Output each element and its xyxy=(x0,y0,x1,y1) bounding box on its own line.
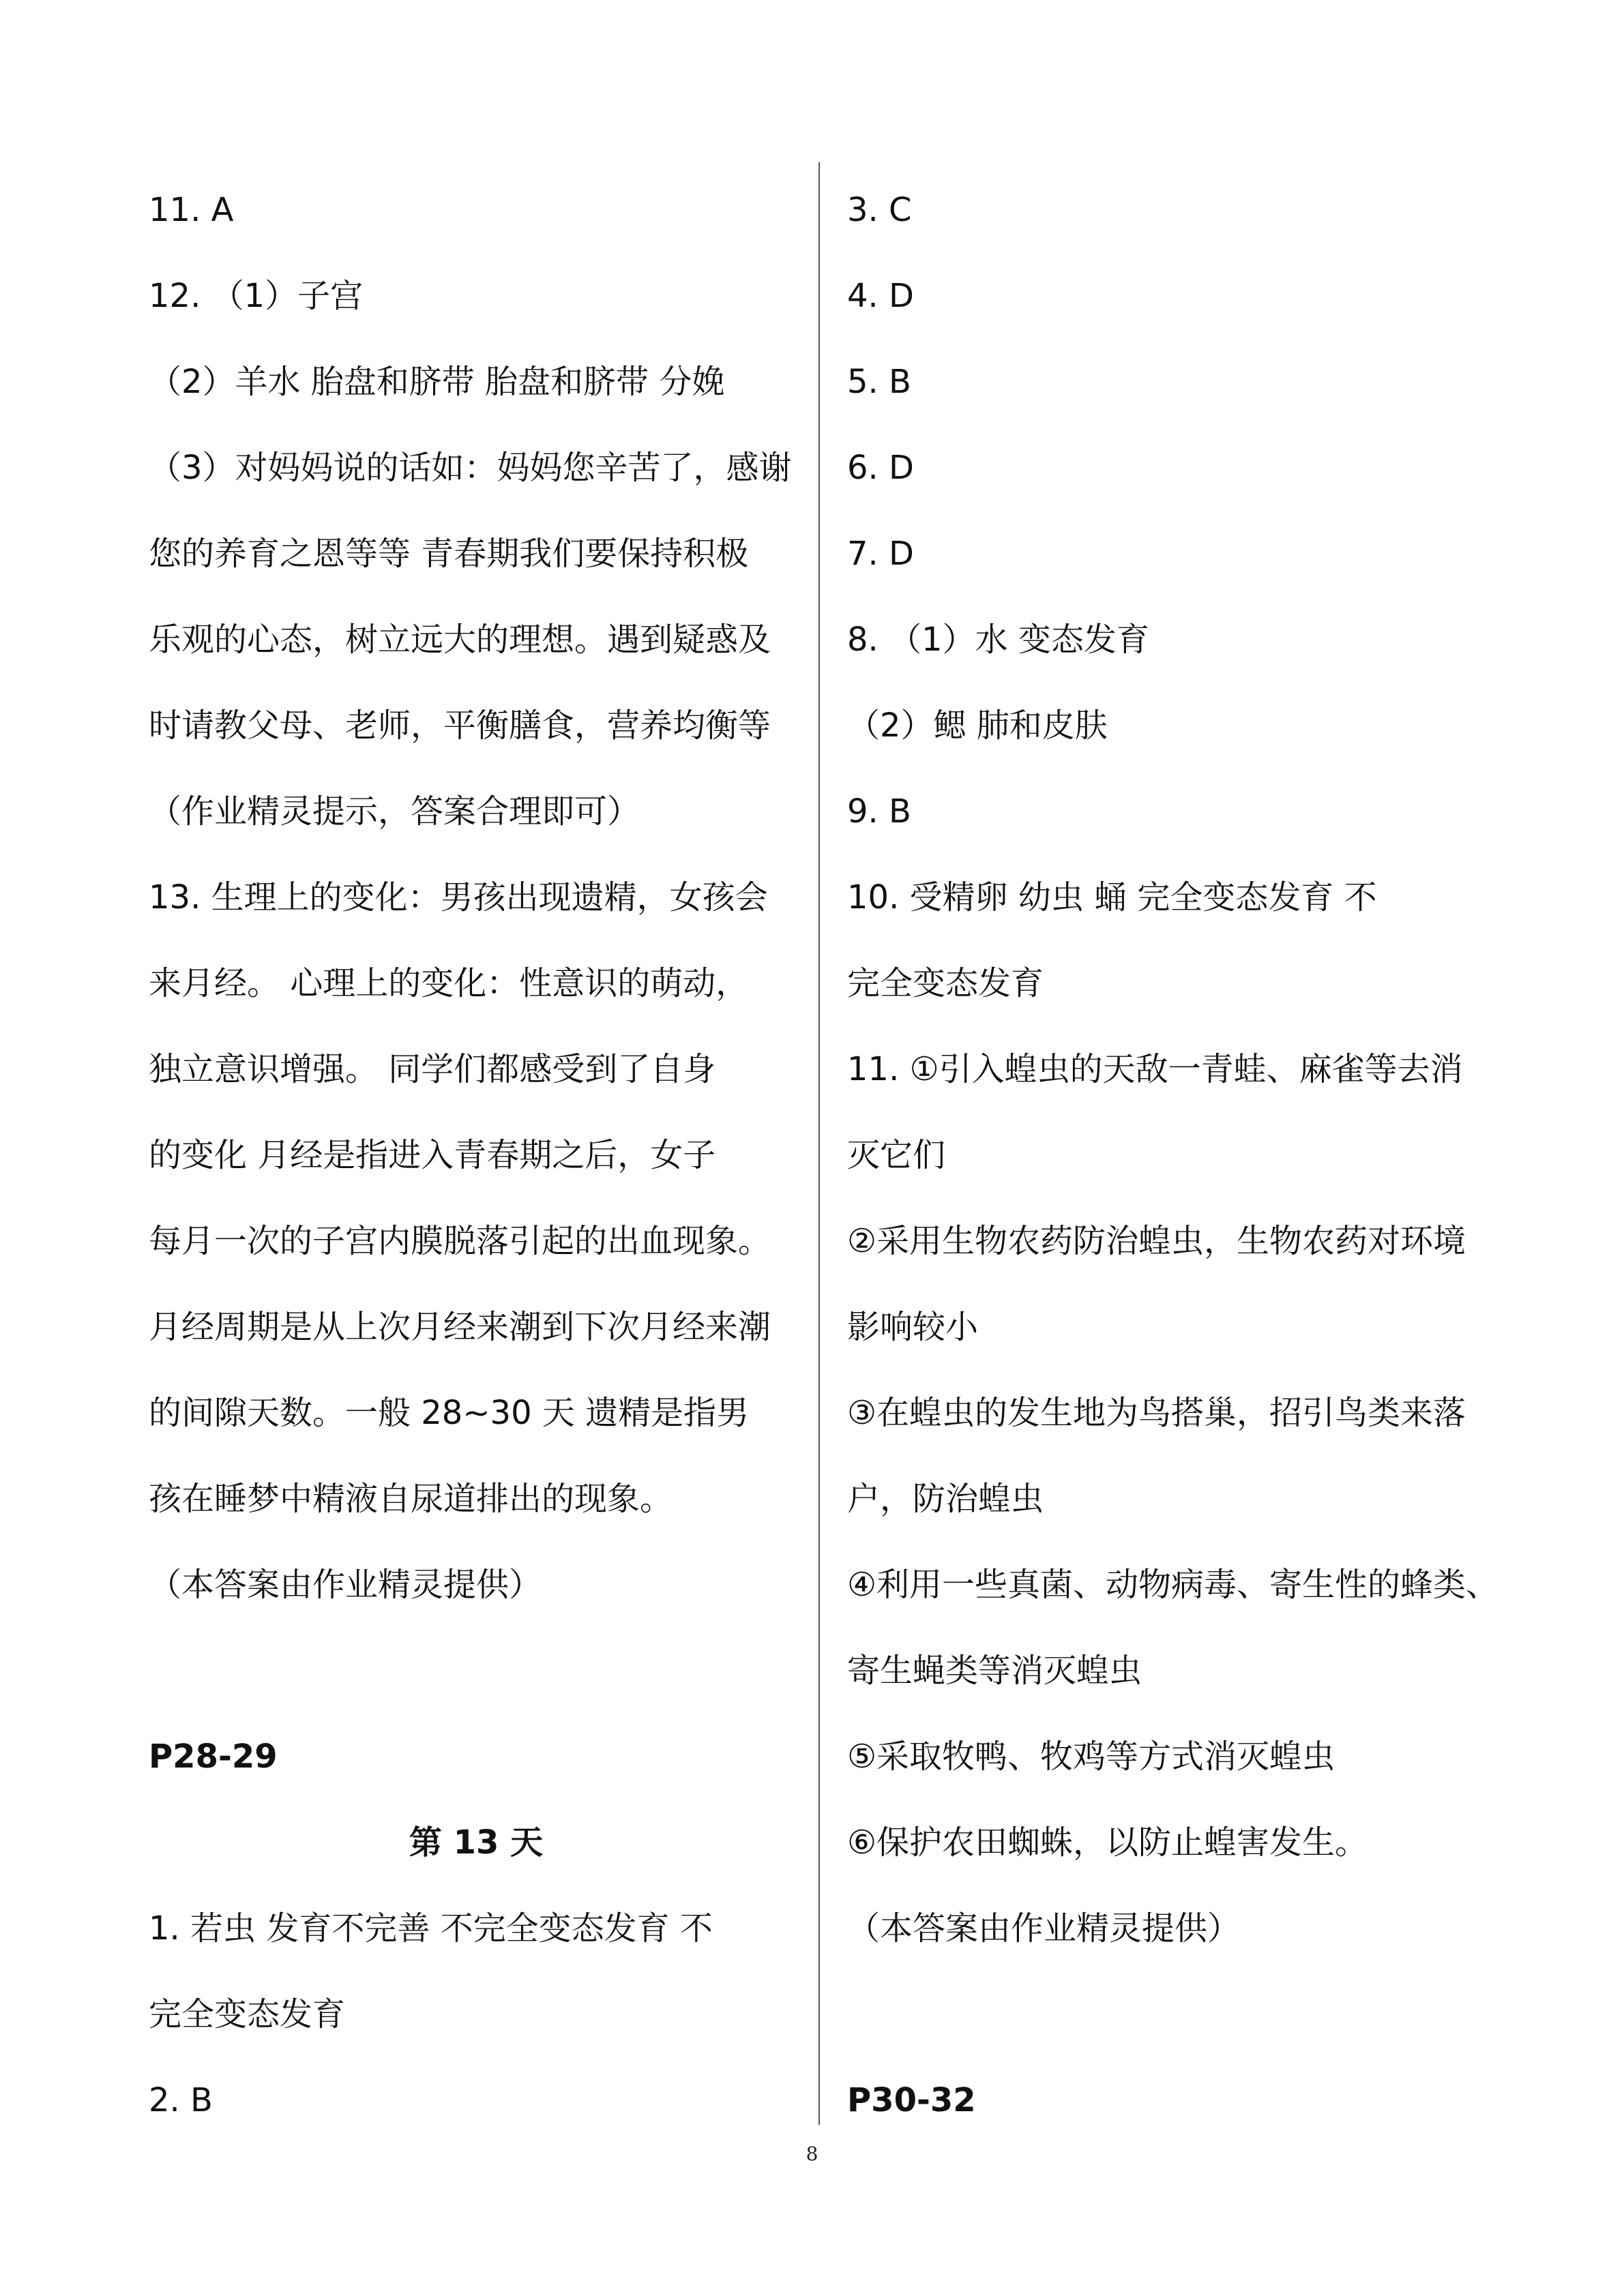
answer-line: 乐观的心态，树立远大的理想。遇到疑惑及 xyxy=(149,621,771,659)
answer-line: 1. 若虫 发育不完善 不完全变态发育 不 xyxy=(149,1909,713,1948)
answer-line: ⑤采取牧鸭、牧鸡等方式消灭蝗虫 xyxy=(847,1738,1335,1776)
answer-line: 5. B xyxy=(847,363,911,401)
answer-line: ④利用一些真菌、动物病毒、寄生性的蜂类、 xyxy=(847,1566,1499,1604)
answer-line: 灭它们 xyxy=(847,1136,946,1174)
answer-line: 户，防治蝗虫 xyxy=(847,1480,1044,1518)
answer-line: 10. 受精卵 幼虫 蛹 完全变态发育 不 xyxy=(847,878,1377,916)
answer-line: （3）对妈妈说的话如：妈妈您辛苦了，感谢 xyxy=(149,449,792,487)
answer-line: 11. ①引入蝗虫的天敌一青蛙、麻雀等去消 xyxy=(847,1050,1463,1088)
answer-line: 3. C xyxy=(847,191,912,229)
answer-line: 11. A xyxy=(149,191,234,229)
answer-line: 12. （1）子宫 xyxy=(149,277,364,315)
answer-line: 6. D xyxy=(847,449,915,487)
column-divider xyxy=(818,162,820,2125)
answer-line: 独立意识增强。 同学们都感受到了自身 xyxy=(149,1050,716,1088)
answer-line: 13. 生理上的变化：男孩出现遗精，女孩会 xyxy=(149,878,768,916)
answer-line: 的变化 月经是指进入青春期之后，女子 xyxy=(149,1136,716,1174)
blank-line xyxy=(149,1639,803,1725)
answer-line: 寄生蝇类等消灭蝗虫 xyxy=(847,1652,1142,1690)
answer-line: 来月经。 心理上的变化：性意识的萌动， xyxy=(149,964,749,1002)
answer-line: 7. D xyxy=(847,535,915,573)
answer-line: ②采用生物农药防治蝗虫，生物农药对环境 xyxy=(847,1222,1466,1260)
answer-line: 孩在睡梦中精液自尿道排出的现象。 xyxy=(149,1480,673,1518)
answer-line: ⑥保护农田蜘蛛，以防止蝗害发生。 xyxy=(847,1823,1368,1862)
answer-line: （本答案由作业精灵提供） xyxy=(149,1566,542,1604)
page-number: 8 xyxy=(806,2143,818,2165)
answer-line: 您的养育之恩等等 青春期我们要保持积极 xyxy=(149,535,749,573)
answer-line: （2）羊水 胎盘和脐带 胎盘和脐带 分娩 xyxy=(149,363,725,401)
page-range-heading: P30-32 xyxy=(847,2081,976,2119)
answer-line: 4. D xyxy=(847,277,915,315)
blank-line xyxy=(847,1983,1516,2069)
right-column xyxy=(847,179,1516,2155)
answer-line: （本答案由作业精灵提供） xyxy=(847,1909,1241,1948)
answer-line: （2）鳃 肺和皮肤 xyxy=(847,706,1108,745)
day-heading: 第 13 天 xyxy=(409,1823,544,1862)
answer-line: 月经周期是从上次月经来潮到下次月经来潮 xyxy=(149,1308,771,1346)
answer-line: 8. （1）水 变态发育 xyxy=(847,621,1149,659)
answer-line: 影响较小 xyxy=(847,1308,979,1346)
left-column xyxy=(149,179,803,2155)
page-range-heading: P28-29 xyxy=(149,1738,278,1776)
answer-line: 2. B xyxy=(149,2081,213,2119)
answer-line: 9. B xyxy=(847,792,911,831)
answer-line: 的间隙天数。一般 28~30 天 遗精是指男 xyxy=(149,1394,750,1432)
answer-line: ③在蝗虫的发生地为鸟搭巢，招引鸟类来落 xyxy=(847,1394,1466,1432)
answer-line: （作业精灵提示，答案合理即可） xyxy=(149,792,640,831)
answer-line: 每月一次的子宫内膜脱落引起的出血现象。 xyxy=(149,1222,771,1260)
answer-line: 完全变态发育 xyxy=(847,964,1044,1002)
answer-line: 完全变态发育 xyxy=(149,1995,346,2033)
answer-line: 时请教父母、老师，平衡膳食，营养均衡等 xyxy=(149,706,771,745)
